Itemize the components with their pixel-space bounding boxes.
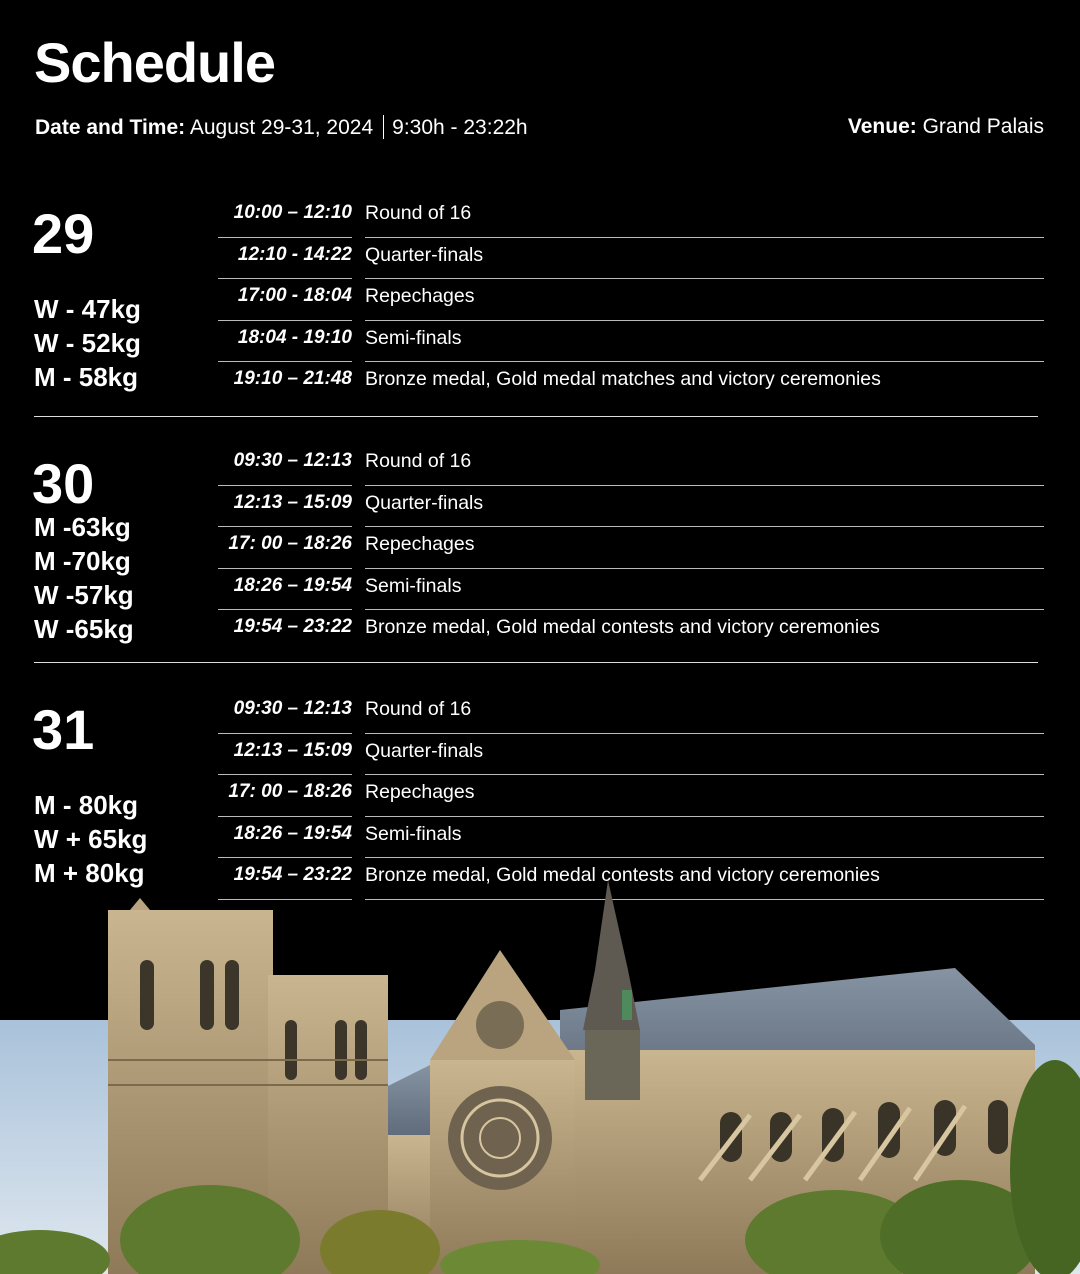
session-row: [218, 362, 1044, 404]
session-name: Bronze medal, Gold medal matches and victory ceremonies: [365, 368, 881, 390]
session-time: 12:13 – 15:09: [233, 739, 352, 761]
session-name: Quarter-finals: [365, 491, 484, 514]
weight-category: M - 58kg: [34, 362, 139, 392]
weight-category: W -57kg: [34, 580, 134, 610]
session-row: [218, 734, 1044, 776]
time-value: 9:30h - 23:22h: [392, 116, 528, 139]
session-row: [218, 321, 1044, 363]
session-name: Bronze medal, Gold medal contests and victory ceremonies: [365, 864, 880, 886]
day-divider: [34, 662, 1038, 663]
weight-category: M -63kg: [34, 512, 131, 542]
session-time: 18:26 – 19:54: [233, 822, 352, 844]
session-name: Semi-finals: [365, 326, 462, 349]
cathedral-image: [0, 880, 1080, 1274]
day-divider: [34, 416, 1038, 417]
session-time: 17:00 - 18:04: [237, 285, 352, 306]
session-time: 12:10 - 14:22: [237, 243, 352, 265]
weight-categories: [34, 788, 147, 890]
venue-value: Grand Palais: [922, 115, 1044, 138]
session-row: [218, 279, 1044, 321]
weight-category: M - 80kg: [34, 790, 139, 820]
session-time: 17: 00 – 18:26: [228, 533, 352, 554]
page-title: Schedule: [34, 31, 275, 94]
session-name: Quarter-finals: [365, 243, 484, 266]
session-row: [218, 196, 1044, 238]
session-row: [218, 238, 1044, 280]
session-time: 09:30 – 12:13: [233, 698, 352, 719]
day-number: 29: [32, 202, 95, 265]
session-row: [218, 569, 1044, 611]
session-list: [218, 196, 1044, 404]
weight-category: W - 52kg: [34, 328, 141, 358]
date-value: August 29-31, 2024: [189, 116, 374, 139]
venue-label: Venue:: [847, 115, 917, 138]
venue-info: [848, 115, 1044, 139]
session-name: Repechages: [365, 285, 475, 307]
session-time: 18:26 – 19:54: [233, 574, 352, 596]
session-name: Round of 16: [365, 202, 472, 224]
session-list: [218, 692, 1044, 900]
day-number: 30: [32, 452, 95, 515]
session-name: Round of 16: [365, 698, 472, 720]
weight-categories: [34, 292, 141, 394]
session-row: [218, 444, 1044, 486]
session-time: 09:30 – 12:13: [233, 450, 352, 471]
session-time: 19:54 – 23:22: [233, 616, 352, 637]
weight-category: W -65kg: [34, 614, 134, 644]
session-list: [218, 444, 1044, 652]
session-row: [218, 775, 1044, 817]
weight-categories: [34, 510, 134, 646]
session-name: Repechages: [365, 781, 475, 803]
session-row: [218, 692, 1044, 734]
session-row: [218, 817, 1044, 859]
session-name: Quarter-finals: [365, 739, 484, 762]
meta-separator: [383, 115, 384, 139]
session-row: [218, 486, 1044, 528]
session-name: Semi-finals: [365, 822, 462, 845]
session-name: Semi-finals: [365, 574, 462, 597]
weight-category: M + 80kg: [34, 858, 145, 888]
session-time: 19:10 – 21:48: [233, 368, 352, 389]
session-name: Bronze medal, Gold medal contests and victory ceremonies: [365, 616, 880, 638]
session-time: 18:04 - 19:10: [237, 326, 352, 348]
weight-category: W - 47kg: [34, 294, 141, 324]
day-number: 31: [32, 698, 95, 761]
date-label: Date and Time:: [35, 116, 186, 139]
session-time: 12:13 – 15:09: [233, 491, 352, 513]
weight-category: W + 65kg: [34, 824, 148, 854]
session-name: Repechages: [365, 533, 475, 555]
date-time-info: [35, 115, 528, 140]
session-time: 19:54 – 23:22: [233, 864, 352, 885]
weight-category: M -70kg: [34, 546, 131, 576]
session-name: Round of 16: [365, 450, 472, 472]
session-row: [218, 527, 1044, 569]
session-time: 10:00 – 12:10: [233, 202, 352, 223]
session-time: 17: 00 – 18:26: [228, 781, 352, 802]
session-row: [218, 610, 1044, 652]
